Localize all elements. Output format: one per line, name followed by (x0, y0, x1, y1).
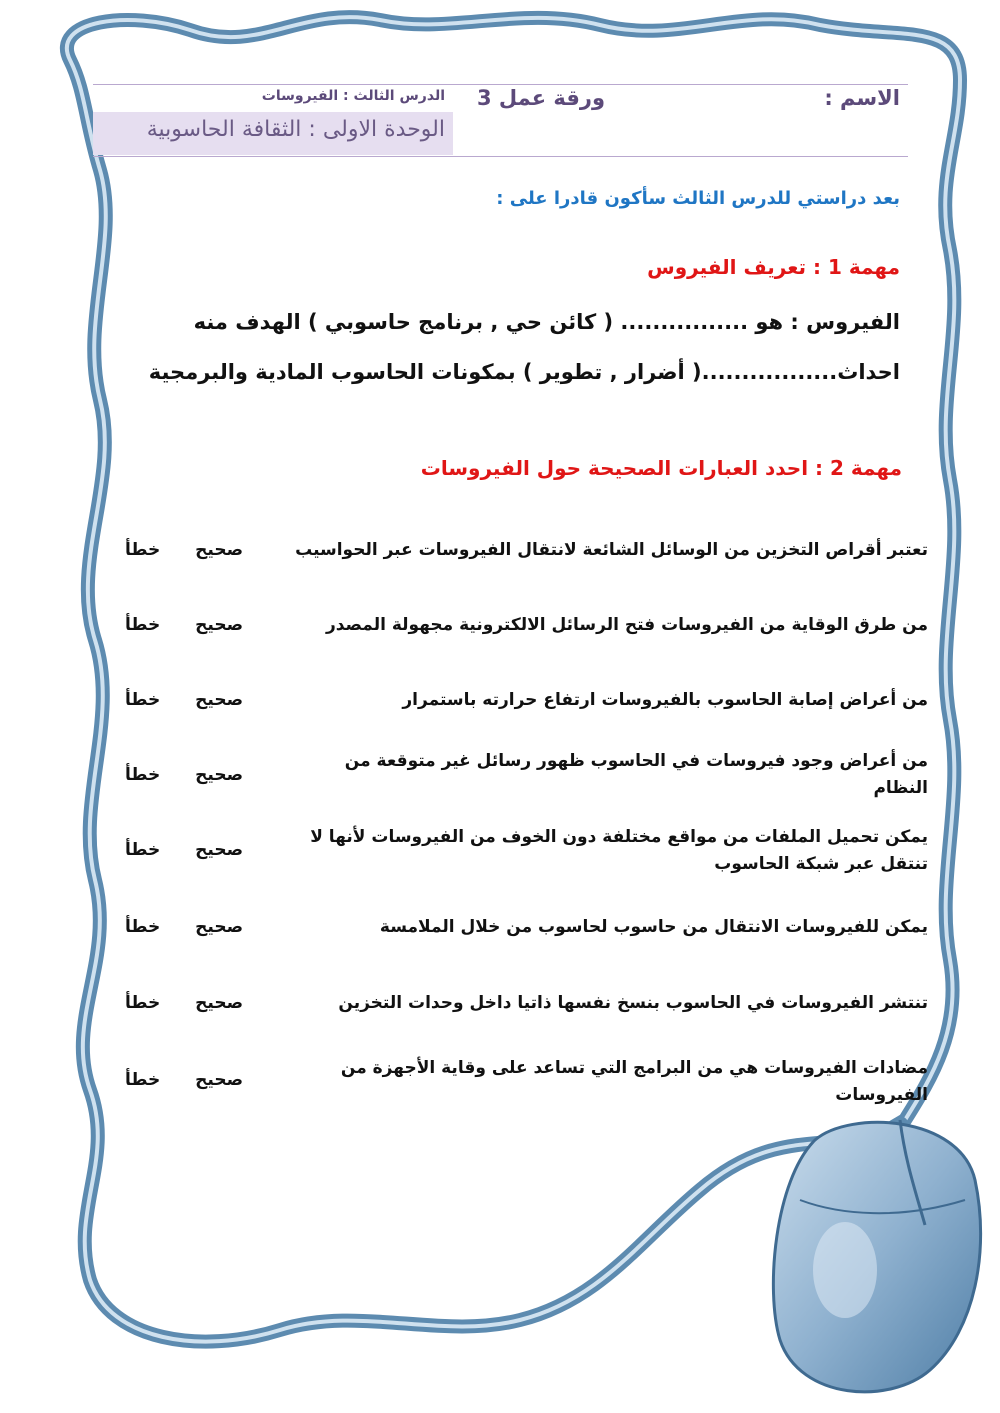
true-false-options-7 (125, 993, 243, 1013)
false-option[interactable]: خطأ (125, 840, 161, 860)
statement-4: من أعراض وجود فيروسات في الحاسوب ظهور رسائل غير متوقعة من النظام (344, 751, 928, 798)
unit-title: الوحدة الاولى : الثقافة الحاسوبية (146, 117, 445, 142)
true-false-options-1 (125, 540, 243, 560)
false-option[interactable]: خطأ (125, 540, 161, 560)
false-option[interactable]: خطأ (125, 615, 161, 635)
header-top-rule (93, 84, 908, 85)
true-false-options-3 (125, 690, 243, 710)
true-false-options-8 (125, 1070, 243, 1090)
statement-5: يمكن تحميل الملفات من مواقع مختلفة دون الخوف من الفيروسات لأنها لا تنتقل عبر شبكة الحاسوب (310, 827, 928, 874)
statement-6: يمكن للفيروسات الانتقال من حاسوب لحاسوب من خلال الملامسة (379, 917, 928, 937)
name-label: الاسم : (824, 86, 900, 110)
statement-7: تنتشر الفيروسات في الحاسوب بنسخ نفسها ذاتيا داخل وحدات التخزين (338, 993, 928, 1013)
true-option[interactable]: صحيح (195, 540, 243, 560)
true-option[interactable]: صحيح (195, 765, 243, 785)
true-option[interactable]: صحيح (195, 615, 243, 635)
statement-3: من أعراض إصابة الحاسوب بالفيروسات ارتفاع حرارته باستمرار (402, 690, 928, 710)
lesson-title: الدرس الثالث : الفيروسات (261, 88, 445, 104)
false-option[interactable]: خطأ (125, 690, 161, 710)
definition-line-1: الفيروس : هو ................ ( كائن حي , برنامج حاسوبي ) الهدف منه (193, 310, 900, 334)
statement-1: تعتبر أقراص التخزين من الوسائل الشائعة لانتقال الفيروسات عبر الحواسيب (295, 540, 928, 560)
true-option[interactable]: صحيح (195, 993, 243, 1013)
true-false-options-4 (125, 765, 243, 785)
task2-title: مهمة 2 : احدد العبارات الصحيحة حول الفيروسات (420, 456, 902, 480)
true-option[interactable]: صحيح (195, 917, 243, 937)
statement-8: مضادات الفيروسات هي من البرامج التي تساعد على وقاية الأجهزة من الفيروسات (340, 1058, 928, 1105)
statement-2: من طرق الوقاية من الفيروسات فتح الرسائل الالكترونية مجهولة المصدر (325, 615, 928, 635)
false-option[interactable]: خطأ (125, 917, 161, 937)
computer-mouse-icon (773, 1120, 980, 1392)
false-option[interactable]: خطأ (125, 993, 161, 1013)
false-option[interactable]: خطأ (125, 765, 161, 785)
true-false-options-5 (125, 840, 243, 860)
worksheet-title: ورقة عمل 3 (476, 86, 605, 110)
true-option[interactable]: صحيح (195, 690, 243, 710)
definition-line-2: احداث.................( أضرار , تطوير ) بمكونات الحاسوب المادية والبرمجية (148, 360, 900, 384)
false-option[interactable]: خطأ (125, 1070, 161, 1090)
true-option[interactable]: صحيح (195, 1070, 243, 1090)
true-false-options-2 (125, 615, 243, 635)
true-option[interactable]: صحيح (195, 840, 243, 860)
task1-title: مهمة 1 : تعريف الفيروس (647, 255, 900, 279)
objectives-intro: بعد دراستي للدرس الثالث سأكون قادرا على : (496, 188, 900, 209)
header-bottom-rule (93, 156, 908, 157)
true-false-options-6 (125, 917, 243, 937)
